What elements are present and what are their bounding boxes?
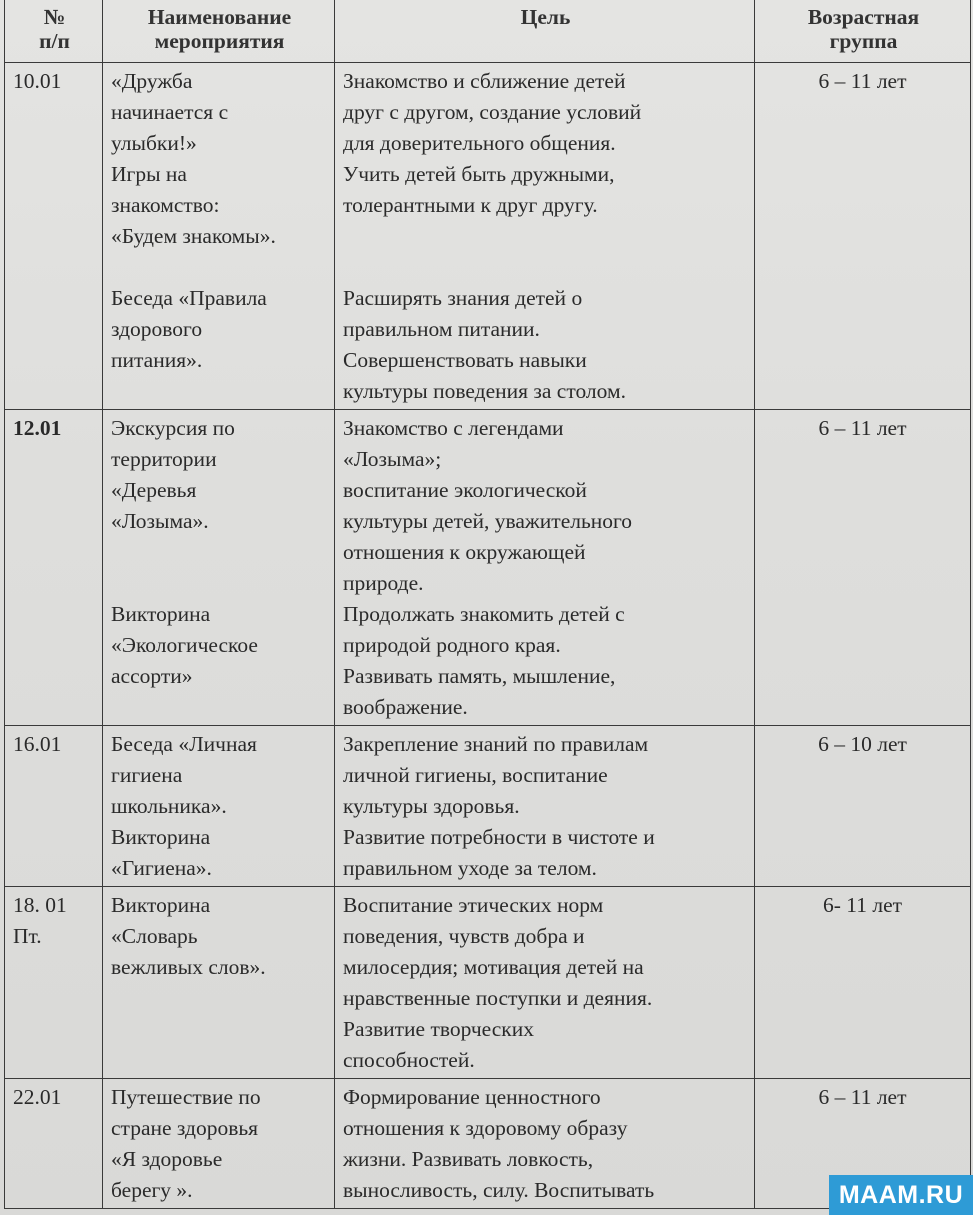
event-name-cell-line	[111, 537, 328, 568]
event-name-cell-line: вежливых слов».	[111, 955, 266, 979]
event-name-cell-line: территории	[111, 447, 217, 471]
goal-cell-line: «Лозыма»;	[343, 447, 442, 471]
table-row	[5, 410, 971, 726]
maam-watermark: MAAM.RU	[829, 1175, 973, 1215]
date-cell	[5, 887, 103, 1079]
event-name-cell-line: Беседа «Личная	[111, 732, 257, 756]
goal-cell-line: милосердия; мотивация детей на	[343, 955, 644, 979]
event-name-cell-line: школьника».	[111, 794, 227, 818]
goal-cell	[335, 726, 755, 887]
event-name-cell-line: Экскурсия по	[111, 416, 235, 440]
date-cell-line: 12.01	[13, 416, 62, 440]
event-name-cell-line: Игры на	[111, 162, 187, 186]
event-name-cell	[103, 63, 335, 410]
table-header-row	[5, 0, 971, 63]
event-name-cell-line: гигиена	[111, 763, 183, 787]
goal-cell	[335, 1079, 755, 1209]
goal-cell-line: Формирование ценностного	[343, 1085, 601, 1109]
event-name-cell-line: Викторина	[111, 893, 211, 917]
goal-cell-line: природе.	[343, 571, 424, 595]
date-cell-line: Пт.	[13, 924, 42, 948]
event-name-cell-line: знакомство:	[111, 193, 220, 217]
event-name-cell-line: Беседа «Правила	[111, 286, 267, 310]
date-cell-line: 10.01	[13, 69, 62, 93]
goal-cell	[335, 63, 755, 410]
date-cell	[5, 410, 103, 726]
header-name: Наименование мероприятия	[103, 0, 335, 63]
goal-cell-line: Закрепление знаний по правилам	[343, 732, 649, 756]
date-cell-line: 16.01	[13, 732, 62, 756]
age-group-cell: 6 – 11 лет	[755, 1079, 971, 1209]
header-goal: Цель	[335, 0, 755, 63]
event-name-cell-line	[111, 252, 328, 283]
goal-cell-line	[343, 252, 748, 283]
event-name-cell	[103, 887, 335, 1079]
date-cell-line: 22.01	[13, 1085, 62, 1109]
goal-cell-line: выносливость, силу. Воспитывать	[343, 1178, 655, 1202]
goal-cell-line: поведения, чувств добра и	[343, 924, 585, 948]
event-name-cell	[103, 726, 335, 887]
goal-cell-line: культуры детей, уважительного	[343, 509, 633, 533]
table-row	[5, 726, 971, 887]
age-group-cell: 6- 11 лет	[755, 887, 971, 1079]
goal-cell-line: Развитие творческих	[343, 1017, 534, 1041]
goal-cell-line: друг с другом, создание условий	[343, 100, 642, 124]
goal-cell-line: воспитание экологической	[343, 478, 587, 502]
goal-cell-line: Знакомство и сближение детей	[343, 69, 626, 93]
age-group-cell: 6 – 10 лет	[755, 726, 971, 887]
event-name-cell-line: «Деревья	[111, 478, 197, 502]
header-age: Возрастная группа	[755, 0, 971, 63]
goal-cell-line: воображение.	[343, 695, 468, 719]
goal-cell-line: отношения к здоровому образу	[343, 1116, 628, 1140]
table-row	[5, 63, 971, 410]
goal-cell-line: Расширять знания детей о	[343, 286, 583, 310]
event-name-cell-line: стране здоровья	[111, 1116, 259, 1140]
date-cell	[5, 1079, 103, 1209]
goal-cell-line: правильном питании.	[343, 317, 540, 341]
table-row	[5, 1079, 971, 1209]
goal-cell-line: Воспитание этических норм	[343, 893, 604, 917]
goal-cell-line: Совершенствовать навыки	[343, 348, 587, 372]
goal-cell-line: Учить детей быть дружными,	[343, 162, 615, 186]
event-name-cell-line: «Лозыма».	[111, 509, 209, 533]
goal-cell	[335, 410, 755, 726]
event-name-cell-line: «Я здоровье	[111, 1147, 223, 1171]
event-name-cell-line: питания».	[111, 348, 203, 372]
goal-cell-line: для доверительного общения.	[343, 131, 616, 155]
goal-cell-line: толерантными к друг другу.	[343, 193, 598, 217]
age-group-cell: 6 – 11 лет	[755, 410, 971, 726]
date-cell-line: 18. 01	[13, 893, 67, 917]
goal-cell-line: жизни. Развивать ловкость,	[343, 1147, 594, 1171]
goal-cell-line: природой родного края.	[343, 633, 561, 657]
goal-cell-line: нравственные поступки и деяния.	[343, 986, 653, 1010]
event-name-cell-line: «Гигиена».	[111, 856, 212, 880]
events-table	[4, 0, 971, 1209]
table-row	[5, 887, 971, 1079]
event-name-cell-line: «Будем знакомы».	[111, 224, 276, 248]
event-name-cell-line: ассорти»	[111, 664, 193, 688]
event-name-cell-line: «Дружба	[111, 69, 193, 93]
goal-cell-line	[343, 221, 748, 252]
event-name-cell-line: здорового	[111, 317, 203, 341]
event-name-cell-line: «Экологическое	[111, 633, 258, 657]
goal-cell-line: культуры поведения за столом.	[343, 379, 626, 403]
date-cell	[5, 63, 103, 410]
goal-cell-line: Знакомство с легендами	[343, 416, 564, 440]
event-name-cell-line: берегу ».	[111, 1178, 193, 1202]
goal-cell-line: культуры здоровья.	[343, 794, 520, 818]
date-cell	[5, 726, 103, 887]
event-name-cell-line: «Словарь	[111, 924, 198, 948]
event-name-cell	[103, 410, 335, 726]
event-name-cell-line: Викторина	[111, 602, 211, 626]
goal-cell-line: Продолжать знакомить детей с	[343, 602, 625, 626]
event-name-cell-line	[111, 568, 328, 599]
goal-cell-line: Развитие потребности в чистоте и	[343, 825, 655, 849]
header-num: № п/п	[5, 0, 103, 63]
goal-cell	[335, 887, 755, 1079]
event-name-cell	[103, 1079, 335, 1209]
event-name-cell-line: улыбки!»	[111, 131, 197, 155]
goal-cell-line: правильном уходе за телом.	[343, 856, 597, 880]
age-group-cell: 6 – 11 лет	[755, 63, 971, 410]
event-name-cell-line: начинается с	[111, 100, 229, 124]
event-name-cell-line: Путешествие по	[111, 1085, 261, 1109]
goal-cell-line: отношения к окружающей	[343, 540, 586, 564]
goal-cell-line: Развивать память, мышление,	[343, 664, 616, 688]
goal-cell-line: способностей.	[343, 1048, 475, 1072]
goal-cell-line: личной гигиены, воспитание	[343, 763, 608, 787]
event-name-cell-line: Викторина	[111, 825, 211, 849]
